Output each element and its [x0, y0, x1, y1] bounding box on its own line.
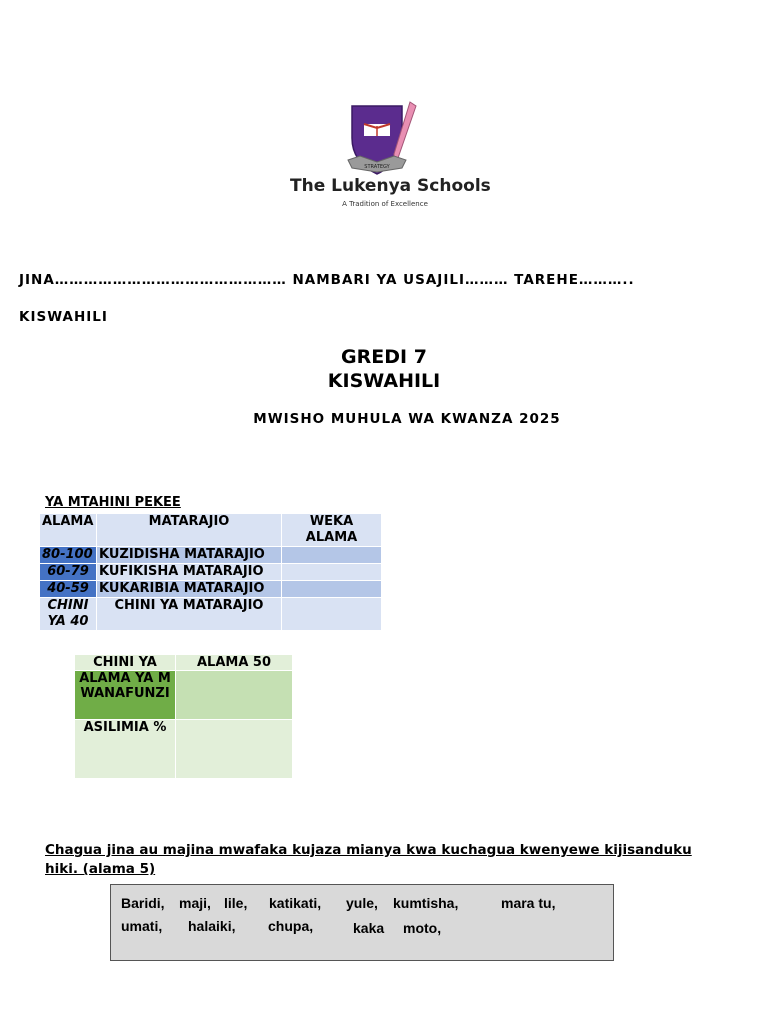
table-row	[40, 547, 382, 564]
score-row-student	[75, 671, 293, 720]
word-option: chupa,	[268, 918, 314, 934]
mark-entry-cell[interactable]	[282, 581, 382, 598]
range-cell: CHINI YA 40	[40, 598, 97, 631]
percentage-entry[interactable]	[176, 720, 293, 779]
word-option: katikati,	[269, 895, 322, 911]
description-cell: KUZIDISHA MATARAJIO	[97, 547, 282, 564]
word-option: umati,	[121, 918, 163, 934]
grade-title: GREDI 7	[341, 346, 427, 368]
subject-label: KISWAHILI	[19, 309, 108, 325]
word-option: Baridi,	[121, 895, 165, 911]
student-score-entry[interactable]	[176, 671, 293, 720]
range-cell: 40-59	[40, 581, 97, 598]
word-option: kaka	[353, 920, 385, 936]
school-crest-icon	[340, 100, 430, 180]
examiner-table-caption: YA MTAHINI PEKEE	[45, 495, 181, 510]
word-option: lile,	[224, 895, 248, 911]
word-option: moto,	[403, 920, 442, 936]
header-matarajio: MATARAJIO	[97, 514, 282, 547]
mark-entry-cell[interactable]	[282, 547, 382, 564]
score-header-chini-ya: CHINI YA	[75, 655, 176, 671]
page-title	[0, 345, 768, 393]
mark-entry-cell[interactable]	[282, 598, 382, 631]
header-alama: ALAMA	[40, 514, 97, 547]
score-row-percentage	[75, 720, 293, 779]
table-row	[40, 564, 382, 581]
table-header-row	[40, 514, 382, 547]
table-row	[40, 581, 382, 598]
student-score-label: ALAMA YA MWANAFUNZI	[75, 671, 176, 720]
word-option: kumtisha,	[393, 895, 459, 911]
description-cell: KUFIKISHA MATARAJIO	[97, 564, 282, 581]
subject-title: KISWAHILI	[327, 370, 441, 392]
header-weka-alama: WEKA ALAMA	[282, 514, 382, 547]
range-cell: 60-79	[40, 564, 97, 581]
range-cell: 80-100	[40, 547, 97, 564]
percentage-label: ASILIMIA %	[75, 720, 176, 779]
school-motto: A Tradition of Excellence	[342, 200, 428, 208]
score-header-alama-50: ALAMA 50	[176, 655, 293, 671]
score-header-row	[75, 655, 293, 671]
table-row	[40, 598, 382, 631]
word-option: mara tu,	[501, 895, 556, 911]
word-option: yule,	[346, 895, 378, 911]
description-cell: CHINI YA MATARAJIO	[97, 598, 282, 631]
mark-entry-cell[interactable]	[282, 564, 382, 581]
score-table	[74, 654, 293, 779]
logo-banner-text: STRATEGY	[364, 164, 390, 170]
word-choice-box	[110, 884, 614, 961]
examiner-table	[39, 513, 382, 631]
description-cell: KUKARIBIA MATARAJIO	[97, 581, 282, 598]
word-option: maji,	[179, 895, 211, 911]
exam-title: MWISHO MUHULA WA KWANZA 2025	[253, 411, 561, 427]
school-logo	[290, 100, 491, 215]
question-instruction: Chagua jina au majina mwafaka kujaza mianya kwa kuchagua kwenyewe kijisanduku hiki. (alama 5)	[45, 842, 692, 877]
word-option: halaiki,	[188, 918, 236, 934]
school-name: The Lukenya Schools	[290, 176, 491, 196]
student-details-line: JINA………………………………………… NAMBARI YA USAJILI……… TAREHE………..	[19, 272, 635, 288]
